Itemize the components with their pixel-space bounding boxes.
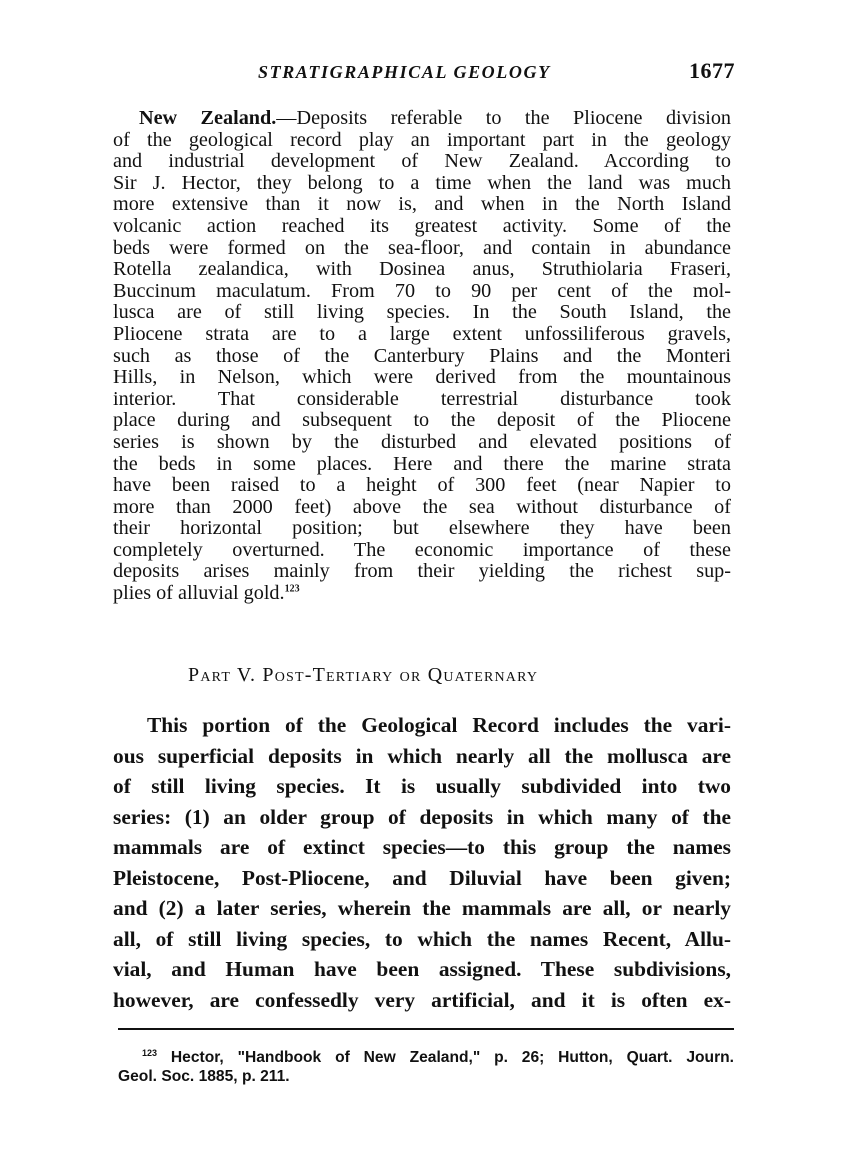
paragraph-line: volcanic action reached its greatest activity. Some of the bbox=[113, 214, 731, 237]
footnote-reference[interactable]: 123 bbox=[284, 583, 300, 595]
paragraph-line: New Zealand.—Deposits referable to the Pliocene division bbox=[139, 107, 732, 129]
paragraph-line: beds were formed on the sea-floor, and contain in abundance bbox=[113, 236, 731, 259]
footnote-divider bbox=[118, 1028, 734, 1030]
paragraph-line: series is shown by the disturbed and elevated positions of bbox=[113, 430, 731, 453]
running-title: STRATIGRAPHICAL GEOLOGY bbox=[258, 62, 551, 82]
paragraph-line: vial, and Human have been assigned. These subdivisions, bbox=[113, 957, 731, 981]
paragraph-line: all, of still living species, to which the names Recent, Allu- bbox=[113, 926, 731, 951]
part-heading: Part V. Post-Tertiary or Quaternary bbox=[188, 664, 539, 686]
paragraph-line: more extensive than it now is, and when in the North Island bbox=[113, 193, 731, 216]
paragraph-line: of the geological record play an important part in the geology bbox=[113, 128, 731, 151]
paragraph-line: and (2) a later series, wherein the mammals are all, or nearly bbox=[113, 896, 731, 920]
paragraph-line: This portion of the Geological Record includes the vari- bbox=[147, 713, 731, 737]
paragraph-line: such as those of the Canterbury Plains and the Monteri bbox=[113, 344, 731, 367]
paragraph-line: interior. That considerable terrestrial disturbance took bbox=[113, 387, 731, 410]
footnote bbox=[118, 1048, 734, 1086]
footnote-line: Geol. Soc. 1885, p. 211. bbox=[118, 1068, 290, 1085]
paragraph-line: and industrial development of New Zealand. According to bbox=[113, 150, 731, 173]
paragraph-line: deposits arises mainly from their yielding the richest sup- bbox=[113, 560, 731, 583]
paragraph-line: completely overturned. The economic importance of these bbox=[113, 538, 731, 561]
paragraph-line: ous superficial deposits in which nearly all the mollusca are bbox=[113, 743, 731, 768]
paragraph-line: lusca are of still living species. In the South Island, the bbox=[113, 301, 731, 324]
paragraph-line: more than 2000 feet) above the sea without disturbance of bbox=[113, 495, 731, 518]
paragraph-line: plies of alluvial gold.$^{123}$ bbox=[113, 582, 300, 605]
paragraph-line: their horizontal position; but elsewhere they have been bbox=[113, 517, 731, 540]
paragraph-line: the beds in some places. Here and there the marine strata bbox=[113, 452, 731, 475]
footnote-mark: 123 bbox=[142, 1047, 158, 1058]
paragraph-line: Pliocene strata are to a large extent unfossiliferous gravels, bbox=[113, 322, 731, 345]
paragraph-line: place during and subsequent to the deposit of the Pliocene bbox=[113, 409, 731, 432]
paragraph-line: Hills, in Nelson, which were derived from the mountainous bbox=[113, 366, 731, 389]
paragraph-line: Pleistocene, Post-Pliocene, and Diluvial have been given; bbox=[113, 865, 731, 890]
quaternary-paragraph bbox=[113, 710, 731, 1015]
footnote-line: $^{123}$ Hector, "Handbook of New Zealand," p. 26; Hutton, Quart. Journ. bbox=[142, 1047, 734, 1066]
running-header bbox=[110, 58, 735, 88]
paragraph-line: series: (1) an older group of deposits in which many of the bbox=[113, 804, 731, 829]
paragraph-line: Buccinum maculatum. From 70 to 90 per cent of the mol- bbox=[113, 279, 731, 302]
paragraph-line: however, are confessedly very artificial, and it is often ex- bbox=[113, 987, 731, 1012]
paragraph-line: Rotella zealandica, with Dosinea anus, Struthiolaria Fraseri, bbox=[113, 258, 731, 281]
new-zealand-paragraph bbox=[113, 108, 731, 605]
paragraph-line: have been raised to a height of 300 feet (near Napier to bbox=[113, 474, 731, 497]
paragraph-line: mammals are of extinct species—to this group the names bbox=[113, 835, 731, 859]
paragraph-line: Sir J. Hector, they belong to a time when the land was much bbox=[113, 171, 731, 194]
paragraph-line: of still living species. It is usually subdivided into two bbox=[113, 774, 731, 798]
section-lead-in: New Zealand. bbox=[139, 107, 277, 129]
page-number: 1677 bbox=[689, 58, 735, 83]
